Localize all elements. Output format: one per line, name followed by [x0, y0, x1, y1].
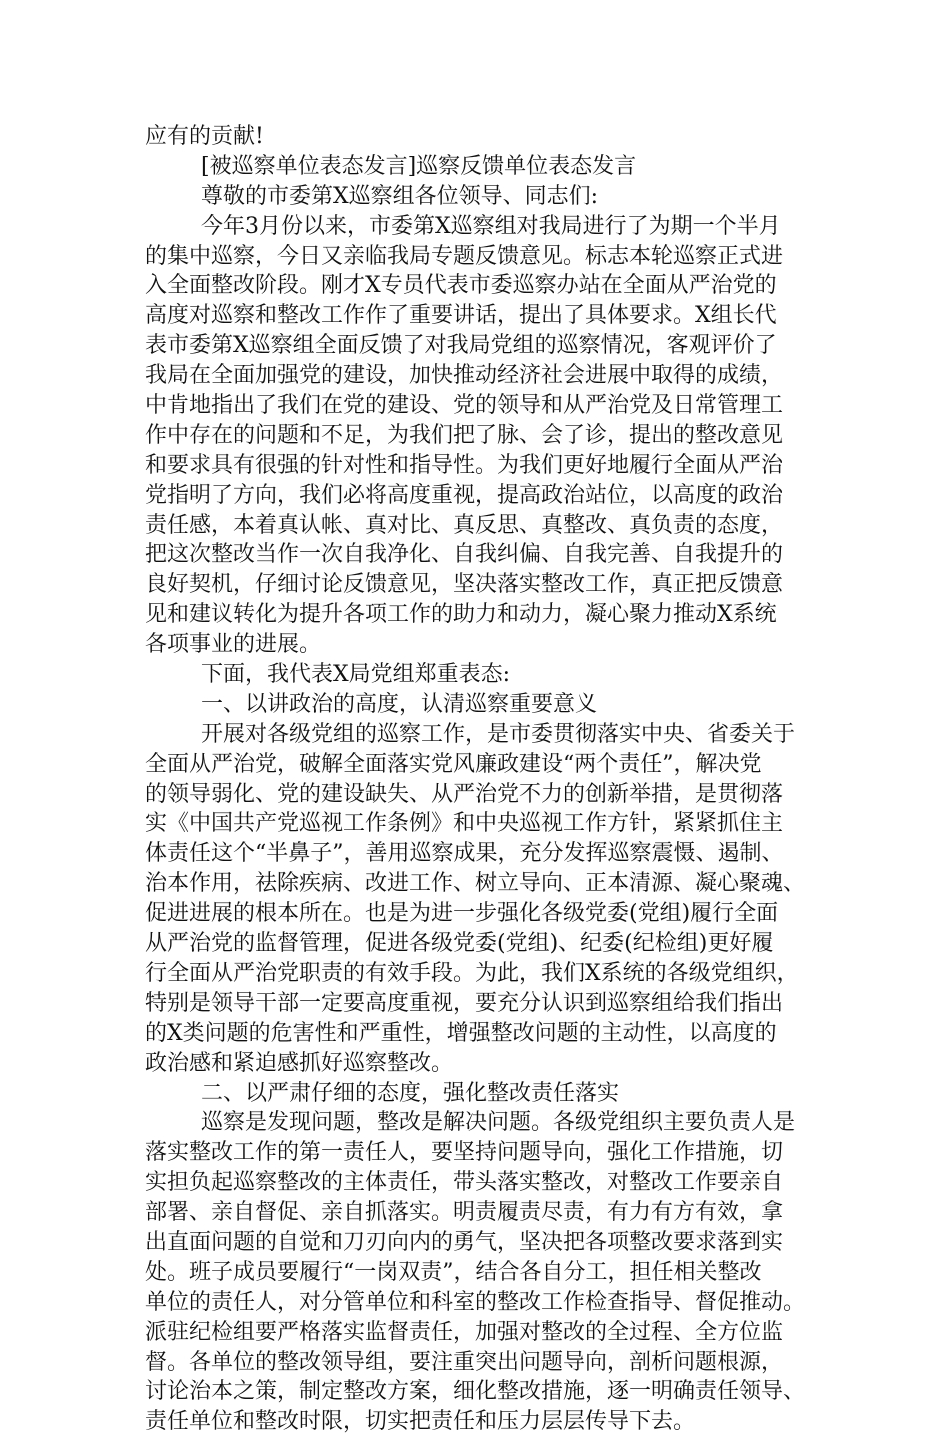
document-line: 尊敬的市委第X巡察组各位领导、同志们: — [201, 183, 599, 209]
document-line: 的领导弱化、党的建设缺失、从严治党不力的创新举措，是贯彻落 — [145, 781, 784, 807]
document-line: 一、以讲政治的高度，认清巡察重要意义 — [201, 691, 598, 717]
document-line: 巡察是发现问题，整改是解决问题。各级党组织主要负责人是 — [201, 1110, 796, 1136]
document-line: 中肯地指出了我们在党的建设、党的领导和从严治党及日常管理工 — [145, 393, 784, 419]
document-body — [145, 122, 825, 1437]
document-line: 把这次整改当作一次自我净化、自我纠偏、自我完善、自我提升的 — [145, 542, 784, 568]
document-line: 单位的责任人，对分管单位和科室的整改工作检查指导、督促推动。 — [145, 1289, 806, 1315]
document-line: 促进进展的根本所在。也是为进一步强化各级党委(党组)履行全面 — [145, 901, 779, 927]
document-line: 特别是领导干部一定要高度重视，要充分认识到巡察组给我们指出 — [145, 990, 784, 1016]
document-line: 入全面整改阶段。刚才X专员代表市委巡察办站在全面从严治党的 — [145, 273, 777, 299]
document-line: 督。各单位的整改领导组，要注重突出问题导向，剖析问题根源， — [145, 1349, 784, 1375]
document-line: 从严治党的监督管理，促进各级党委(党组)、纪委(纪检组)更好履 — [145, 931, 774, 957]
document-line: 和要求具有很强的针对性和指导性。为我们更好地履行全面从严治 — [145, 452, 784, 478]
document-line: 的X类问题的危害性和严重性，增强整改问题的主动性，以高度的 — [145, 1020, 777, 1046]
document-line: 落实整改工作的第一责任人，要坚持问题导向，强化工作措施，切 — [145, 1140, 784, 1166]
document-line: 政治感和紧迫感抓好巡察整改。 — [145, 1050, 454, 1076]
document-line: 派驻纪检组要严格落实监督责任，加强对整改的全过程、全方位监 — [145, 1319, 784, 1345]
document-line: 见和建议转化为提升各项工作的助力和动力，凝心聚力推动X系统 — [145, 602, 777, 628]
document-line: 各项事业的进展。 — [145, 632, 322, 658]
document-line: 良好契机，仔细讨论反馈意见，坚决落实整改工作，真正把反馈意 — [145, 572, 784, 598]
document-line: 开展对各级党组的巡察工作，是市委贯彻落实中央、省委关于 — [201, 721, 796, 747]
document-line: 表市委第X巡察组全面反馈了对我局党组的巡察情况，客观评价了 — [145, 333, 777, 359]
document-line: 我局在全面加强党的建设，加快推动经济社会进展中取得的成绩， — [145, 363, 784, 389]
document-line: 作中存在的问题和不足，为我们把了脉、会了诊，提出的整改意见 — [145, 422, 784, 448]
document-line: 行全面从严治党职责的有效手段。为此，我们X系统的各级党组织， — [145, 960, 799, 986]
document-line: 全面从严治党，破解全面落实党风廉政建设“两个责任”，解决党 — [145, 751, 762, 777]
document-line: 今年3月份以来，市委第X巡察组对我局进行了为期一个半月 — [201, 213, 781, 239]
document-line: 党指明了方向，我们必将高度重视，提高政治站位，以高度的政治 — [145, 482, 784, 508]
document-line: 体责任这个“半鼻子”，善用巡察成果，充分发挥巡察震慑、遏制、 — [145, 841, 784, 867]
document-line: 责任单位和整改时限，切实把责任和压力层层传导下去。 — [145, 1409, 696, 1435]
document-line: 讨论治本之策，制定整改方案，细化整改措施，逐一明确责任领导、 — [145, 1379, 806, 1405]
document-line: 二、以严肃仔细的态度，强化整改责任落实 — [201, 1080, 620, 1106]
document-line: 的集中巡察，今日又亲临我局专题反馈意见。标志本轮巡察正式进 — [145, 243, 784, 269]
document-line: 下面，我代表X局党组郑重表态: — [201, 662, 511, 688]
document-line: 处。班子成员要履行“一岗双责”，结合各自分工，担任相关整改 — [145, 1259, 762, 1285]
document-line: 部署、亲自督促、亲自抓落实。明责履责尽责，有力有方有效，拿 — [145, 1200, 784, 1226]
document-line: 高度对巡察和整改工作作了重要讲话，提出了具体要求。X组长代 — [145, 303, 777, 329]
document-line: 责任感，本着真认帐、真对比、真反思、真整改、真负责的态度， — [145, 512, 784, 538]
document-line: 实《中国共产党巡视工作条例》和中央巡视工作方针，紧紧抓住主 — [145, 811, 784, 837]
document-line: 实担负起巡察整改的主体责任，带头落实整改，对整改工作要亲自 — [145, 1170, 784, 1196]
document-line: 治本作用，祛除疾病、改进工作、树立导向、正本清源、凝心聚魂、 — [145, 871, 806, 897]
document-line: [被巡察单位表态发言]巡察反馈单位表态发言 — [201, 153, 637, 179]
document-line: 应有的贡献! — [145, 124, 264, 149]
document-line: 出直面问题的自觉和刀刃向内的勇气，坚决把各项整改要求落到实 — [145, 1229, 784, 1255]
